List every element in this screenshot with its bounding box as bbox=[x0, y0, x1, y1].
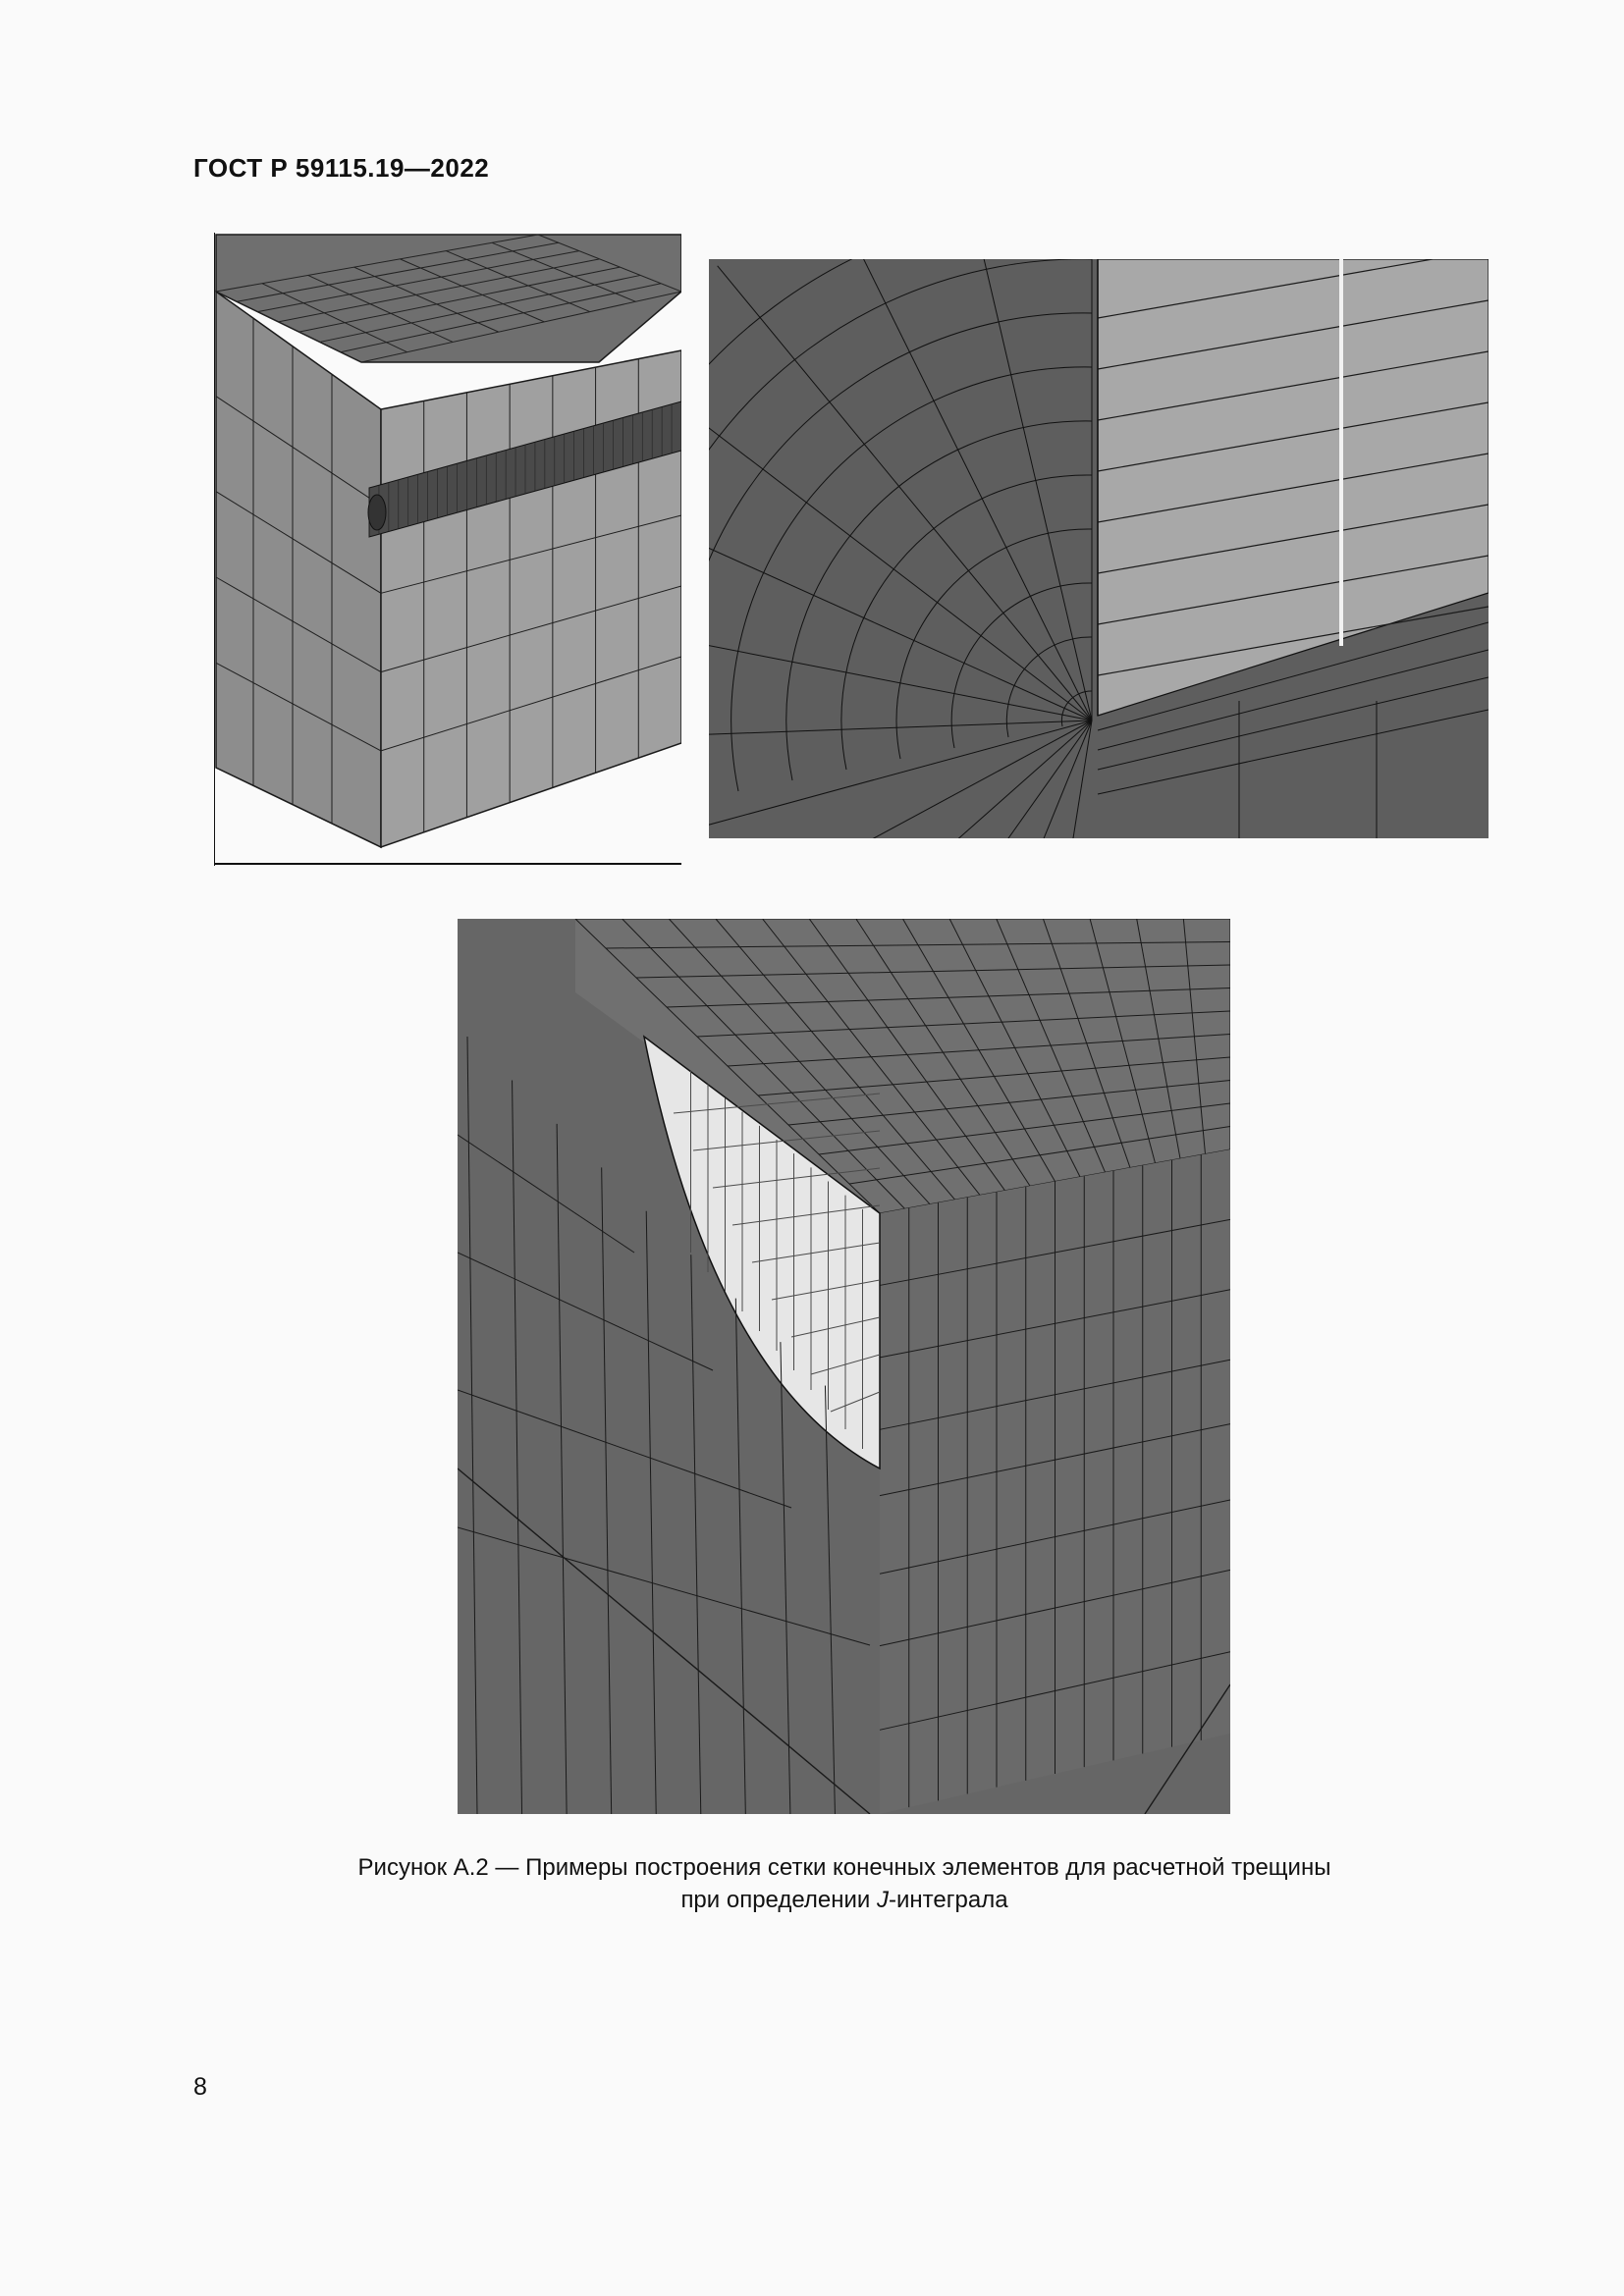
page-number: 8 bbox=[193, 2073, 207, 2101]
mesh-corner-crack-image bbox=[458, 919, 1230, 1814]
caption-j-symbol: J bbox=[877, 1887, 890, 1913]
caption-line-1: Рисунок А.2 — Примеры построения сетки конечных элементов для расчетной трещины bbox=[357, 1854, 1331, 1881]
caption-line-2-end: -интеграла bbox=[889, 1887, 1008, 1913]
caption-line-2-start: при определении bbox=[680, 1887, 878, 1913]
figure-mesh-crack-front-closeup bbox=[709, 259, 1489, 838]
mesh-crack-front-image bbox=[709, 259, 1489, 838]
figure-mesh-corner-crack bbox=[458, 919, 1230, 1814]
mesh-block-overview-image bbox=[214, 233, 681, 866]
figure-caption bbox=[245, 1851, 1443, 1916]
document-header: ГОСТ Р 59115.19—2022 bbox=[193, 153, 490, 183]
caption-line-2 bbox=[245, 1884, 1443, 1916]
figure-mesh-block-overview bbox=[214, 233, 681, 866]
